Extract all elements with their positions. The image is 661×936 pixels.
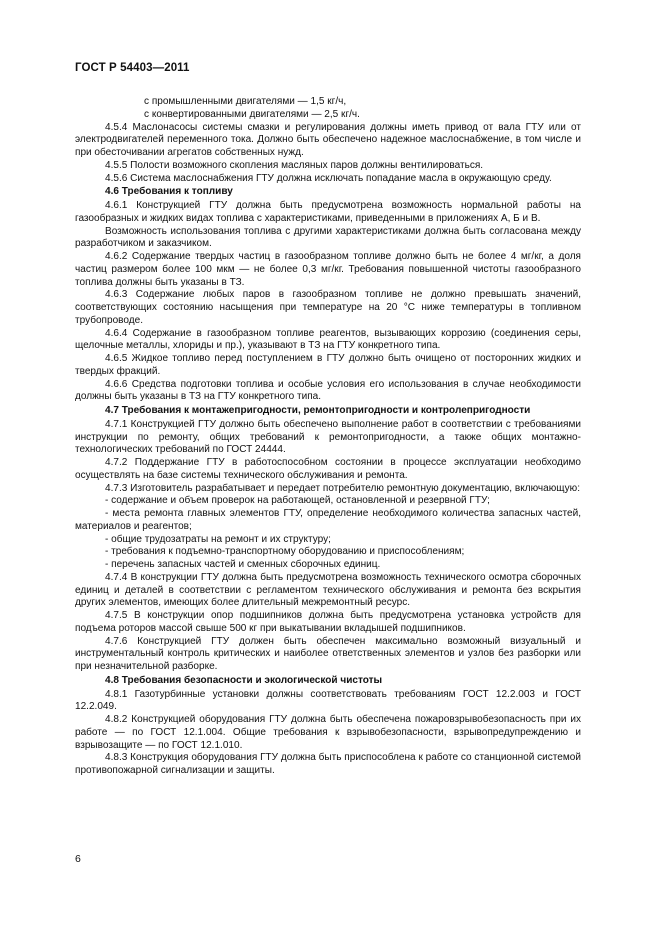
paragraph: 4.7.1 Конструкцией ГТУ должно быть обеспечено выполнение работ в соответствии с требованиями инструкции по ремонту, общих требований к ремонтопригодности, а также общих монтажно-технологических требований по ГОСТ 24444. <box>75 418 581 456</box>
document-body <box>75 96 581 778</box>
list-item: - требования к подъемно-транспортному оборудованию и приспособлениям; <box>105 546 465 558</box>
paragraph: Возможность использования топлива с другими характеристиками должна быть согласована между разработчиком и заказчиком. <box>75 225 581 250</box>
section-heading: 4.8 Требования безопасности и экологической чистоты <box>105 674 383 686</box>
paragraph: 4.5.5 Полости возможного скопления масляных паров должны вентилироваться. <box>105 159 484 171</box>
list-item: - содержание и объем проверок на работающей, остановленной и резервной ГТУ; <box>105 495 490 507</box>
paragraph: 4.5.6 Система маслоснабжения ГТУ должна исключать попадание масла в окружающую среду. <box>105 172 552 184</box>
paragraph: 4.7.6 Конструкцией ГТУ должен быть обеспечен максимально возможный визуальный и инструментальный контроль критических и наиболее ответственных элементов и узлов без разборки или при незначительной разборке. <box>75 635 581 672</box>
paragraph: 4.8.3 Конструкция оборудования ГТУ должна быть приспособлена к работе со станционной системой противопожарной сигнализации и защиты. <box>75 752 581 776</box>
paragraph: 4.6.6 Средства подготовки топлива и особые условия его использования в случае необходимости должны быть указаны в ТЗ на ГТУ конкретного типа. <box>75 378 581 403</box>
paragraph: 4.6.5 Жидкое топливо перед поступлением в ГТУ должно быть очищено от посторонних жидких и твердых фракций. <box>75 353 581 377</box>
paragraph: 4.6.4 Содержание в газообразном топливе реагентов, вызывающих коррозию (соединения серы, щелочные металлы, хлориды и пр.), указывают в ТЗ на ГТУ конкретного типа. <box>75 327 581 352</box>
paragraph: 4.8.1 Газотурбинные установки должны соответствовать требованиям ГОСТ 12.2.003 и ГОСТ 12.2.049. <box>75 688 581 713</box>
paragraph: 4.5.4 Маслонасосы системы смазки и регулирования должны иметь привод от вала ГТУ или от электродвигателей переменного тока. Должно быть обеспечено надежное маслоснабжение, в том числе и при обесточивании агрегатов собственных нужд. <box>75 121 581 158</box>
paragraph: 4.8.2 Конструкцией оборудования ГТУ должна быть обеспечена пожаровзрывобезопасность при их работе — по ГОСТ 12.1.004. Общие требования к взрывобезопасности, взрывопредупреждению и взрывозащите — по ГОСТ 12.1.010. <box>75 714 581 751</box>
paragraph: 4.7.3 Изготовитель разрабатывает и передает потребителю ремонтную документацию, включающую: <box>105 482 580 494</box>
paragraph: 4.6.3 Содержание любых паров в газообразном топливе не должно превышать значений, соответствующих состоянию насыщения при температуре на 20 °С ниже температуры в топливном трубопроводе. <box>75 289 581 326</box>
document-header: ГОСТ Р 54403—2011 <box>75 62 190 74</box>
paragraph: 4.6.1 Конструкцией ГТУ должна быть предусмотрена возможность нормальной работы на газообразных и жидких видах топлива с характеристиками, приведенными в приложениях А, Б и В. <box>75 200 581 224</box>
indented-line: с конвертированными двигателями — 2,5 кг/ч. <box>144 108 360 120</box>
paragraph: 4.6.2 Содержание твердых частиц в газообразном топливе должно быть не более 4 мг/кг, а доля частиц размером более 100 мкм — не более 0,3 мг/кг. Требования повышенной чистоты газообразного топлива должны быть указаны в ТЗ. <box>75 251 581 288</box>
paragraph: 4.7.4 В конструкции ГТУ должна быть предусмотрена возможность технического осмотра сборочных единиц и деталей в соответствии с регламентом технического обслуживания и ремонта без вскрытия других элементов, имеющих более длительный межремонтный ресурс. <box>75 571 581 609</box>
section-heading: 4.7 Требования к монтажепригодности, ремонтопригодности и контролепригодности <box>105 405 531 416</box>
list-item: - места ремонта главных элементов ГТУ, определение необходимого количества запасных частей, материалов и реагентов; <box>75 508 581 532</box>
page-number: 6 <box>75 853 81 865</box>
indented-line: с промышленными двигателями — 1,5 кг/ч, <box>144 96 347 107</box>
paragraph: 4.7.5 В конструкции опор подшипников должна быть предусмотрена установка устройств для подъема роторов массой свыше 500 кг при выкатывании вкладышей подшипников. <box>75 610 581 634</box>
list-item: - перечень запасных частей и сменных сборочных единиц. <box>105 559 381 570</box>
paragraph: 4.7.2 Поддержание ГТУ в работоспособном состоянии в процессе эксплуатации необходимо осуществлять на базе системы технического обслуживания и ремонта. <box>75 457 581 481</box>
section-heading: 4.6 Требования к топливу <box>105 186 233 198</box>
list-item: - общие трудозатраты на ремонт и их структуру; <box>105 533 331 545</box>
